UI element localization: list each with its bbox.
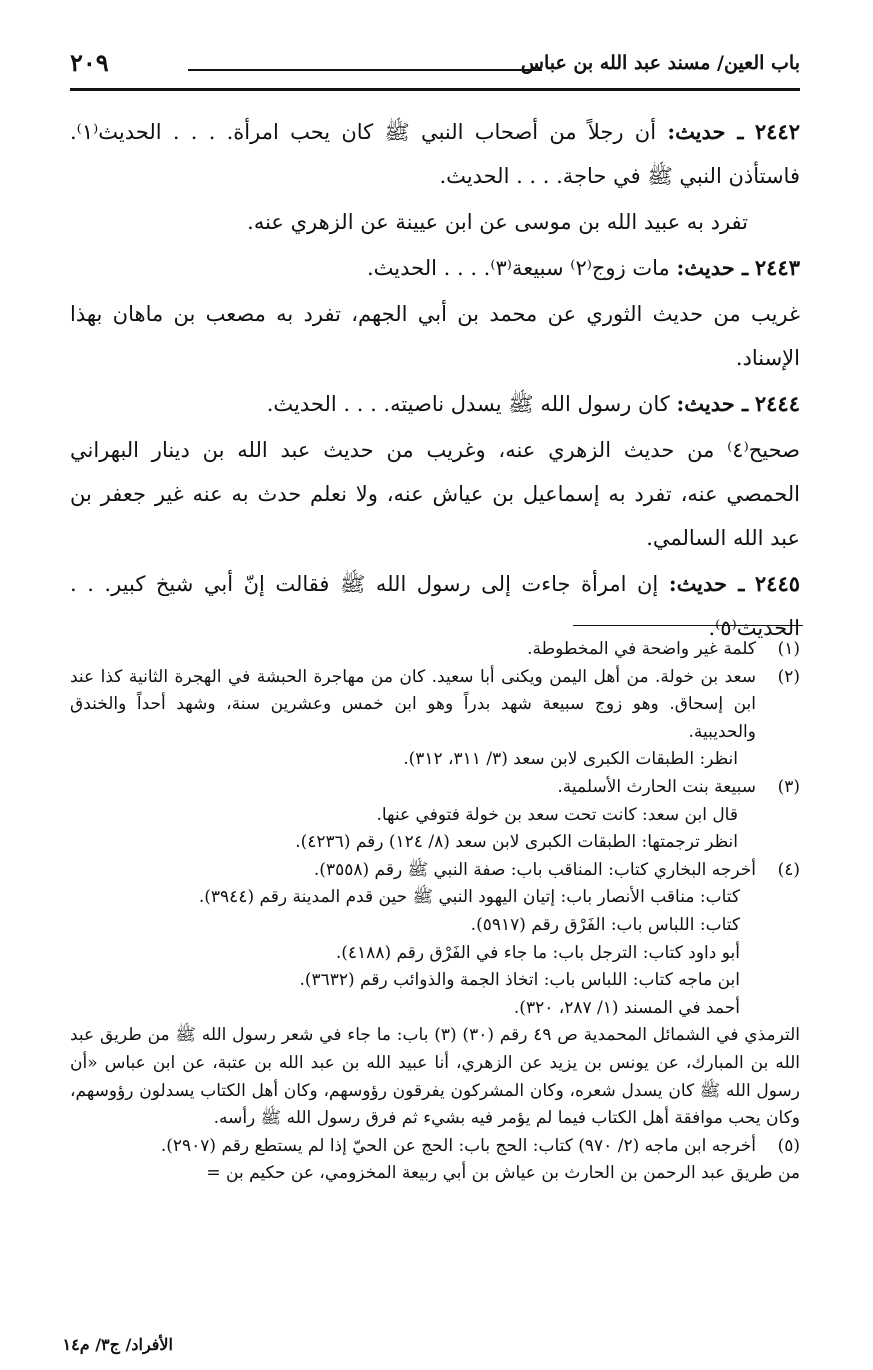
footnote-line: انظر: الطبقات الكبرى لابن سعد (٣/ ٣١١، ٣١٢). bbox=[403, 749, 738, 770]
footnote-line: كتاب: اللباس باب: الفَرْق رقم (٥٩١٧). bbox=[470, 914, 740, 935]
footnote-line: أبو داود كتاب: الترجل باب: ما جاء في الفَرْق رقم (٤١٨٨). bbox=[335, 942, 740, 963]
footnote-3 bbox=[70, 774, 800, 857]
footnote-line: أحمد في المسند (١/ ٢٨٧، ٣٢٠). bbox=[513, 997, 740, 1018]
footnotes bbox=[70, 636, 800, 1188]
footnote-line: ابن ماجه كتاب: اللباس باب: اتخاذ الجمة والذوائب رقم (٣٦٣٢). bbox=[299, 970, 740, 991]
hadith-note: تفرد به عبيد الله بن موسى عن ابن عيينة عن الزهري عنه. bbox=[247, 210, 748, 234]
hadith-2444 bbox=[70, 382, 800, 426]
footnote-5-continued bbox=[70, 1160, 800, 1188]
hadith-2443 bbox=[70, 246, 800, 290]
hadith-text: إن امرأة جاءت إلى رسول الله ﷺ فقالت إنّ أبي شيخ كبير. . . الحديث⁽٥⁾. bbox=[70, 572, 800, 640]
hadith-number: ٢٤٤٣ bbox=[754, 255, 800, 280]
footnote-line: أخرجه البخاري كتاب: المناقب باب: صفة النبي ﷺ رقم (٣٥٥٨). bbox=[313, 859, 756, 880]
footnote-number: (٢) bbox=[777, 666, 800, 687]
main-text bbox=[70, 110, 800, 650]
running-header bbox=[70, 50, 800, 86]
hadith-text: كان رسول الله ﷺ يسدل ناصيته. . . . الحديث. bbox=[266, 392, 670, 416]
hadith-number: ٢٤٤٢ bbox=[754, 119, 800, 144]
hadith-note: غريب من حديث الثوري عن محمد بن أبي الجهم، تفرد به مصعب بن ماهان بهذا الإسناد. bbox=[70, 302, 800, 370]
hadith-note: صحيح⁽٤⁾ من حديث الزهري عنه، وغريب من حديث عبد الله بن دينار البهراني الحمصي عنه، تفرد به إسماعيل بن عياش عنه، ولا نعلم حدث به عنه غير جعفر بن عبد الله السالمي. bbox=[70, 438, 800, 550]
footnote-line: سعد بن خولة. من أهل اليمن ويكنى أبا سعيد. كان من مهاجرة الحبشة في الهجرة الثانية كذا عند ابن إسحاق. وهو زوج سبيعة شهد بدراً وهو ابن خمس وعشرين سنة، وشهد أحداً والخندق والحديبية. bbox=[70, 666, 756, 742]
header-title: باب العين/ مسند عبد الله بن عباس bbox=[520, 52, 800, 74]
footnote-1 bbox=[70, 636, 800, 664]
footnote-line: كتاب: مناقب الأنصار باب: إتيان اليهود النبي ﷺ حين قدم المدينة رقم (٣٩٤٤). bbox=[198, 887, 740, 908]
hadith-keyword: ـ حديث: bbox=[676, 255, 749, 280]
footnote-number: (٤) bbox=[777, 859, 800, 880]
hadith-number: ٢٤٤٥ bbox=[754, 571, 801, 596]
footnote-line: انظر ترجمتها: الطبقات الكبرى لابن سعد (٨/ ١٢٤) رقم (٤٢٣٦). bbox=[295, 832, 738, 853]
hadith-keyword: ـ حديث: bbox=[667, 119, 744, 144]
footnote-line: أخرجه ابن ماجه (٢/ ٩٧٠) كتاب: الحج باب: الحج عن الحيّ إذا لم يستطع رقم (٢٩٠٧). bbox=[160, 1135, 756, 1156]
footnote-line: كلمة غير واضحة في المخطوطة. bbox=[527, 639, 756, 659]
footnote-line: قال ابن سعد: كانت تحت سعد بن خولة فتوفي عنها. bbox=[376, 804, 738, 825]
footnote-4-continued bbox=[70, 1022, 800, 1132]
footnote-separator bbox=[573, 625, 803, 626]
footnote-4 bbox=[70, 857, 800, 1023]
hadith-keyword: ـ حديث: bbox=[668, 571, 745, 596]
hadith-number: ٢٤٤٤ bbox=[754, 391, 800, 416]
footnote-line: الترمذي في الشمائل المحمدية ص ٤٩ رقم (٣٠) (٣) باب: ما جاء في شعر رسول الله ﷺ من طريق عبد الله بن المبارك، عن يونس بن يزيد عن الزهري، أنا عبيد الله بن عبد الله بن عتبة، عن ابن عباس «أن رسول الله ﷺ كان يسدل شعره، وكان المشركون يفرقون رؤوسهم، وكان أهل الكتاب يسدلون رؤوسهم، وكان يحب موافقة أهل الكتاب فيما لم يؤمر فيه بشيء ثم فرق رسول الله ﷺ رأسه. bbox=[70, 1025, 801, 1129]
hadith-text: أن رجلاً من أصحاب النبي ﷺ كان يحب امرأة. . . . الحديث⁽١⁾. فاستأذن النبي ﷺ في حاجة. . . . الحديث. bbox=[70, 120, 800, 188]
footnote-number: (٣) bbox=[777, 776, 800, 797]
page-number: ٢٠٩ bbox=[70, 48, 109, 77]
header-rule bbox=[70, 88, 800, 91]
footnote-number: (٥) bbox=[777, 1135, 800, 1156]
hadith-text: مات زوج⁽٢⁾ سبيعة⁽٣⁾. . . . الحديث. bbox=[366, 256, 670, 280]
hadith-keyword: ـ حديث: bbox=[676, 391, 749, 416]
footnote-5 bbox=[70, 1133, 800, 1161]
footnote-line: من طريق عبد الرحمن بن الحارث بن عياش بن أبي ربيعة المخزومي، عن حكيم بن = bbox=[206, 1163, 800, 1184]
footnote-2 bbox=[70, 664, 800, 774]
footnote-number: (١) bbox=[777, 639, 800, 659]
footnote-line: سبيعة بنت الحارث الأسلمية. bbox=[557, 776, 756, 797]
header-line bbox=[188, 69, 542, 71]
page-footer: الأفراد/ ج٣/ م١٤ bbox=[62, 1335, 173, 1354]
hadith-2442 bbox=[70, 110, 800, 198]
